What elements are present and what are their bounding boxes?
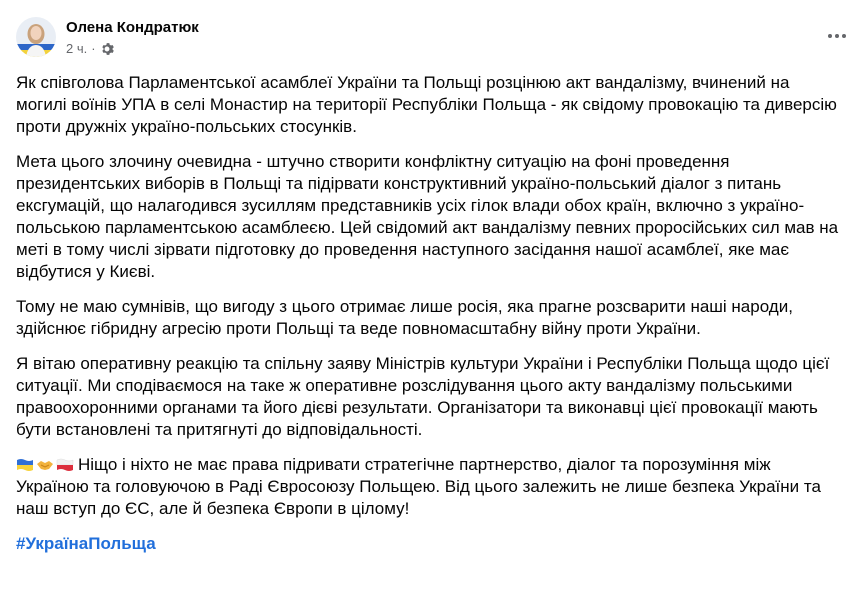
post-final-text: Ніщо і ніхто не має права підривати стратегічне партнерство, діалог та порозуміння між Україною та головуючою в Раді Євросоюзу Польщею. Від цього залежить не лише безпека України та наш вступ до ЄС, але й безпека Європи в цілому! [16, 455, 821, 518]
post-body [16, 72, 847, 555]
post-subline [66, 40, 199, 58]
post-meta [66, 14, 199, 58]
ukraine-flag-icon [16, 456, 34, 470]
separator-dot: · [91, 41, 96, 56]
avatar-image [16, 17, 56, 57]
post-paragraph-4: Я вітаю оперативну реакцію та спільну заяву Міністрів культури України і Республіки Польща щодо цієї ситуації. Ми сподіваємося на таке ж оперативне розслідування цього акту вандалізму польськими правоохоронними органами та його дієві результати. Організатори та виконавці цієї провокації мають бути встановлені та притягнуті до відповідальності. [16, 354, 830, 439]
post-paragraph-3: Тому не маю сумнівів, що вигоду з цього отримає лише росія, яка прагне розсварити наші народи, здійснює гібридну агресію проти Польщі та веде повномасштабну війну проти України. [16, 297, 793, 338]
handshake-icon [36, 456, 54, 470]
post-paragraph-1: Як співголова Парламентської асамблеї України та Польщі розцінюю акт вандалізму, вчинений на могилі воїнів УПА в селі Монастир на території Республіки Польща - як свідому провокацію та диверсію проти дружніх україно-польських стосунків. [16, 73, 837, 136]
hashtag-link[interactable]: #УкраїнаПольща [16, 534, 156, 553]
post-header [16, 14, 847, 72]
more-options-icon[interactable] [825, 24, 849, 48]
author-avatar[interactable] [16, 17, 56, 57]
post-timestamp[interactable]: 2 ч. [66, 41, 88, 56]
gear-icon[interactable] [100, 42, 114, 56]
post-paragraph-2: Мета цього злочину очевидна - штучно створити конфліктну ситуацію на фоні проведення президентських виборів в Польщі та підірвати конструктивний україно-польський діалог з питань ексгумацій, що налагодився зусиллям представників усіх гілок влади обох країн, включно з україно-польською парламентською асамблеєю. Цей свідомий акт вандалізму певних проросійських сил мав на меті в тому числі зірвати підготовку до проведення наступного засідання нашої асамблеї, яке має відбутися у Києві. [16, 152, 839, 281]
post-paragraph-5 [16, 454, 839, 520]
emoji-group [16, 456, 74, 470]
author-name[interactable]: Олена Кондратюк [66, 19, 199, 36]
poland-flag-icon [56, 456, 74, 470]
